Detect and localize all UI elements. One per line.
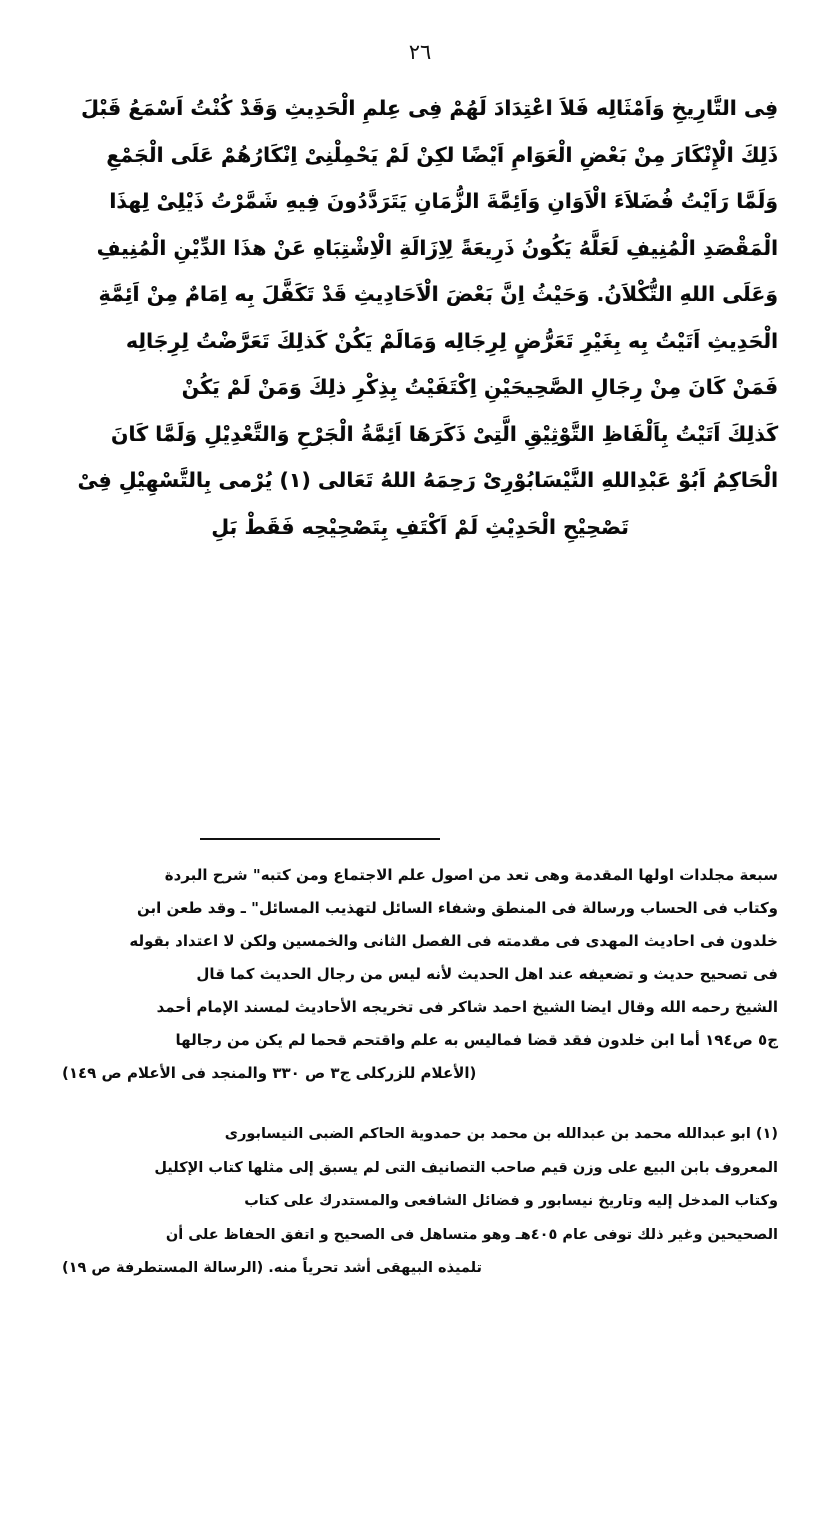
footnote-line: الصحيحين وغير ذلك توفى عام ٤٠٥هـ وهو متساهل فى الصحيح و اتفق الحفاظ على أن bbox=[165, 1226, 778, 1243]
footnote-separator bbox=[200, 838, 440, 840]
footnote-second bbox=[62, 1127, 778, 1276]
main-text-line: وَلَمَّا رَاَيْتُ فُضَلاَءَ الْاَوَانِ وَاَئِمَّةَ الزُّمَانِ يَتَرَدَّدُونَ فِيهِ شَمَّرْتُ ذَيْلِىْ لِهذَا bbox=[109, 189, 778, 213]
footnote-line: وكتاب المدخل إليه وتاريخ نيسابور و فضائل الشافعى والمستدرك على كتاب bbox=[244, 1193, 778, 1209]
footnote-line: وكتاب فى الحساب ورسالة فى المنطق وشفاء السائل لتهذيب المسائل" ـ وقد طعن ابن bbox=[136, 899, 778, 917]
footnote-line: الشيخ رحمه الله وقال ايضا الشيخ احمد شاكر فى تخريجه الأحاديث لمسند الإمام أحمد bbox=[156, 998, 778, 1016]
main-text-line: فَمَنْ كَانَ مِنْ رِجَالِ الصَّحِيحَيْنِ اِكْتَفَيْتُ بِذِكْرِ ذلِكَ وَمَنْ لَمْ يَكُنْ bbox=[181, 375, 778, 399]
footnote-line: فى تصحيح حديث و تضعيفه عند اهل الحديث لأنه ليس من رجال الحديث كما قال bbox=[196, 965, 778, 983]
main-text-line: تَصْحِيْحِ الْحَدِيْثِ لَمْ اَكْتَفِ بِتَصْحِيْحِه فَقَطْ بَلِ bbox=[211, 514, 629, 539]
footnote-line: تلميذه البيهقى أشد تحرياً منه. (الرسالة المستطرفة ص ١٩) bbox=[62, 1260, 482, 1276]
footnote-line: سبعة مجلدات اولها المقدمة وهى تعد من اصول علم الاجتماع ومن كتبه" شرح البردة bbox=[164, 866, 778, 884]
main-text-line: وَعَلَى اللهِ التُّكْلاَنُ. وَحَيْثُ اِنَّ بَعْضَ الْاَحَادِيثِ قَدْ تَكَفَّلَ بِه اِمَامٌ مِنْ اَئِمَّةِ bbox=[98, 282, 778, 306]
main-text-line: الْمَقْصَدِ الْمُنِيفِ لَعَلَّهُ يَكُونُ ذَرِيعَةً لِاِزَالَةِ الْاِشْتِبَاهِ عَنْ هذَا الدِّيْنِ الْمُنِيفِ bbox=[96, 235, 778, 260]
page-number: ٢٦ bbox=[408, 40, 432, 64]
main-text-line: ذَلِكَ الْإِنْكَارَ مِنْ بَعْضِ الْعَوَامِ اَيْضًا لكِنْ لَمْ يَحْمِلْنِىْ اِنْكَارُهُمْ عَلَى الْجَمْعِ bbox=[106, 142, 778, 167]
main-text-line: الْحَاكِمُ اَبُوْ عَبْدِاللهِ النَّيْسَابُوْرِىْ رَحِمَهُ اللهُ تَعَالى (١) يُرْمى بِالتَّسْهِيْلِ فِىْ bbox=[77, 468, 778, 492]
footnote-line: ج٥ ص١٩٤ أما ابن خلدون فقد قضا فماليس به علم واقتحم قحما لم يكن من رجالها bbox=[175, 1031, 778, 1049]
footnote-line: خلدون فى احاديث المهدى فى مقدمته فى الفصل الثانى والخمسين ولكن لا اعتداد بقوله bbox=[129, 932, 778, 950]
footnote-first bbox=[62, 868, 778, 1081]
footnote-line: المعروف بابن البيع على وزن قيم صاحب التصانيف التى لم يسبق إلى مثلها كتاب الإكليل bbox=[154, 1159, 778, 1176]
main-text-line: فِى التَّارِيخِ وَاَمْثَالِه فَلاَ اعْتِدَادَ لَهُمْ فِى عِلمِ الْحَدِيثِ وَقَدْ كُنْتُ اَسْمَعُ قَبْلَ bbox=[81, 96, 778, 120]
main-text-line: كَذلِكَ اَتَيْتُ بِاَلْفَاظِ التَّوْثِيْقِ الَّتِىْ ذَكَرَهَا اَئِمَّةُ الْجَرْحِ وَالتَّعْدِيْلِ وَلَمَّا كَانَ bbox=[110, 421, 778, 446]
footnote-line: (١) ابو عبدالله محمد بن عبدالله بن محمد بن حمدوية الحاكم الضبى النيسابورى bbox=[224, 1126, 778, 1142]
main-text-line: الْحَدِيثِ اَتَيْتُ بِه بِغَيْرِ تَعَرُّضٍ لِرِجَالِه وَمَالَمْ يَكُنْ كَذلِكَ تَعَرَّضْتُ لِرِجَالِه bbox=[125, 328, 778, 353]
footnotes-block bbox=[62, 868, 778, 1310]
main-text-block bbox=[62, 98, 778, 563]
footnote-line: (الأعلام للزركلى ج٣ ص ٣٣٠ والمنجد فى الأعلام ص ١٤٩) bbox=[62, 1064, 477, 1082]
